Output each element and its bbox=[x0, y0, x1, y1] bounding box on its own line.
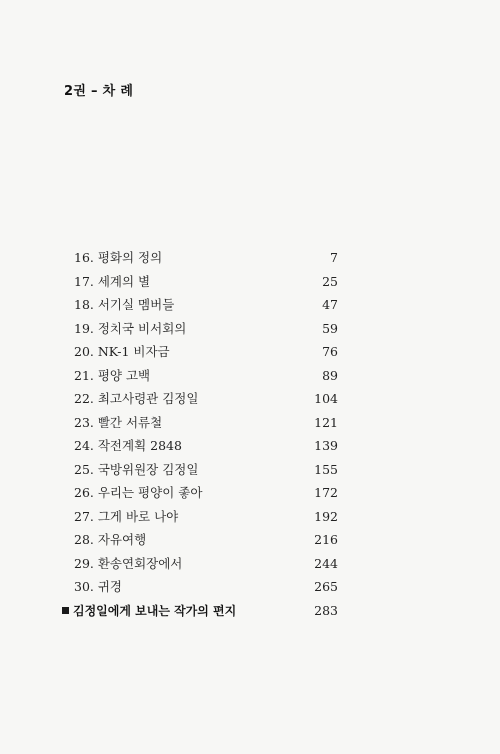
toc-entry bbox=[74, 437, 338, 461]
toc-entry-page: 244 bbox=[314, 555, 338, 571]
toc-entry bbox=[74, 390, 338, 414]
toc-entry-page: 104 bbox=[314, 391, 338, 406]
toc-entry bbox=[74, 484, 338, 508]
toc-entry-title: 25. 국방위원장 김정일 bbox=[74, 461, 199, 477]
toc-entry bbox=[74, 414, 338, 438]
toc-entry-page: 265 bbox=[314, 579, 338, 594]
toc-entry-page: 139 bbox=[314, 438, 338, 453]
toc-entry-page: 89 bbox=[322, 367, 338, 383]
toc-entry-page: 121 bbox=[314, 414, 338, 430]
toc-entry bbox=[74, 367, 338, 391]
toc-entry-page: 59 bbox=[322, 320, 338, 336]
toc-entry-title: 23. 빨간 서류철 bbox=[74, 414, 163, 430]
appendix-title: 김정일에게 보내는 작가의 편지 bbox=[73, 604, 237, 618]
toc-entry bbox=[74, 296, 338, 320]
toc-entry-title: 22. 최고사령관 김정일 bbox=[74, 391, 199, 406]
toc-entry bbox=[74, 273, 338, 297]
table-of-contents bbox=[74, 249, 338, 602]
toc-entry-page: 7 bbox=[330, 250, 338, 265]
toc-entry bbox=[74, 249, 338, 273]
toc-entry-title: 30. 귀경 bbox=[74, 579, 123, 594]
appendix-entry bbox=[62, 602, 338, 622]
toc-entry-page: 216 bbox=[314, 532, 338, 547]
toc-entry bbox=[74, 531, 338, 555]
toc-entry-title: 28. 자유여행 bbox=[74, 532, 147, 547]
toc-entry-page: 172 bbox=[314, 485, 338, 500]
toc-entry-title: 21. 평양 고백 bbox=[74, 367, 151, 383]
toc-entry-title: 19. 정치국 비서회의 bbox=[74, 320, 187, 336]
toc-entry-title: 27. 그게 바로 나야 bbox=[74, 508, 179, 524]
toc-entry bbox=[74, 461, 338, 485]
toc-entry-page: 155 bbox=[314, 461, 338, 477]
toc-entry-title: 24. 작전계획 2848 bbox=[74, 438, 182, 453]
toc-entry-title: 29. 환송연회장에서 bbox=[74, 555, 183, 571]
toc-entry-title: 20. NK-1 비자금 bbox=[74, 344, 170, 359]
toc-entry-title: 18. 서기실 멤버들 bbox=[74, 297, 175, 312]
page-title: 2권 – 차 례 bbox=[64, 84, 134, 99]
toc-entry-title: 16. 평화의 정의 bbox=[74, 250, 163, 265]
toc-entry bbox=[74, 320, 338, 344]
appendix-page: 283 bbox=[314, 603, 338, 618]
toc-entry bbox=[74, 508, 338, 532]
toc-entry-page: 76 bbox=[322, 344, 338, 359]
toc-entry-title: 17. 세계의 별 bbox=[74, 273, 151, 289]
toc-entry-page: 47 bbox=[322, 297, 338, 312]
toc-entry bbox=[74, 555, 338, 579]
toc-entry-title: 26. 우리는 평양이 좋아 bbox=[74, 485, 203, 500]
toc-entry-page: 192 bbox=[314, 508, 338, 524]
toc-entry bbox=[74, 343, 338, 367]
toc-entry bbox=[74, 578, 338, 602]
toc-entry-page: 25 bbox=[322, 273, 338, 289]
square-bullet-icon bbox=[62, 607, 69, 614]
